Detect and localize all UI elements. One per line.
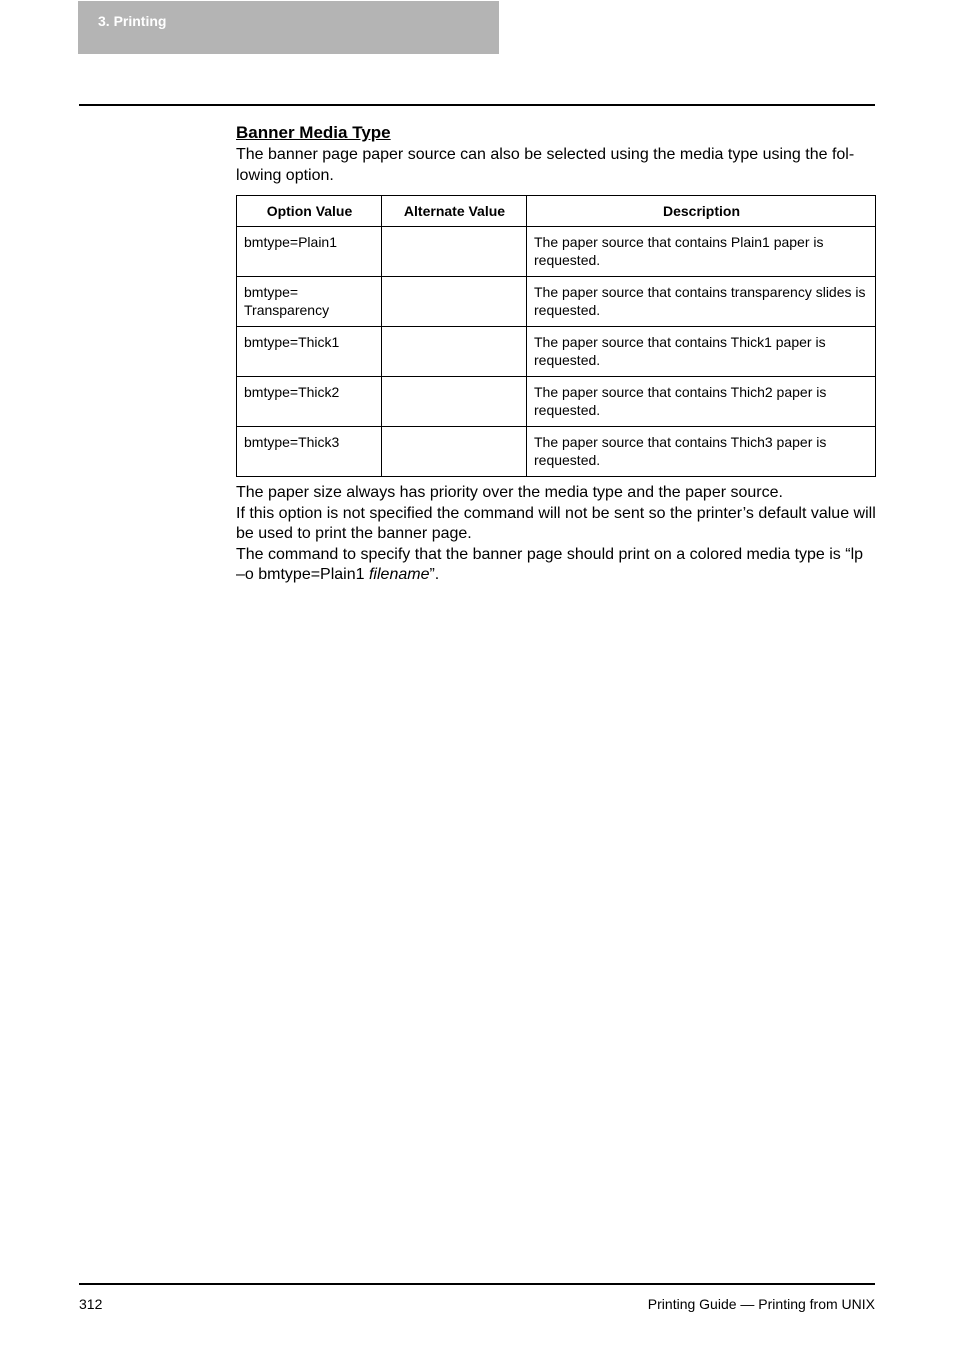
filename-placeholder: filename (368, 566, 430, 583)
description-cell: The paper source that contains Plain1 paper is requested. (527, 227, 876, 277)
option-cell: bmtype=Thick2 (237, 377, 382, 427)
section-title: Banner Media Type (236, 123, 391, 142)
priority-paragraph: The paper size always has priority over the media type and the paper source. (236, 484, 783, 501)
chapter-tab (78, 1, 499, 54)
command-text: The command to specify that the banner page should print on a colored media type is “lp –o bmtype=Plain1 (236, 545, 864, 583)
header-description: Description (527, 196, 876, 227)
main-content (236, 121, 876, 586)
command-end: ”. (429, 566, 440, 583)
option-cell: bmtype=Thick1 (237, 327, 382, 377)
intro-paragraph: The banner page paper source can also be selected using the media type using the fol-lowing option. (236, 146, 855, 184)
footer-title: Printing Guide — Printing from UNIX (647, 1296, 875, 1312)
option-cell: bmtype= Transparency (237, 277, 382, 327)
description-cell: The paper source that contains Thich2 paper is requested. (527, 377, 876, 427)
header-option-value: Option Value (237, 196, 382, 227)
alternate-cell (382, 377, 527, 427)
alternate-cell (382, 277, 527, 327)
options-table (236, 195, 876, 477)
table-row (237, 427, 876, 477)
table-row (237, 277, 876, 327)
alternate-cell (382, 227, 527, 277)
alternate-cell (382, 327, 527, 377)
header-alternate-value: Alternate Value (382, 196, 527, 227)
footer-rule (79, 1283, 875, 1285)
description-cell: The paper source that contains Thich3 paper is requested. (527, 427, 876, 477)
header-rule (79, 104, 875, 106)
option-cell: bmtype=Plain1 (237, 227, 382, 277)
command-paragraph (236, 545, 876, 586)
default-paragraph: If this option is not specified the command will not be sent so the printer’s default value will be used to print the banner page. (236, 504, 876, 542)
table-row (237, 377, 876, 427)
table-row (237, 227, 876, 277)
table-row (237, 327, 876, 377)
table-header-row (237, 196, 876, 227)
option-cell: bmtype=Thick3 (237, 427, 382, 477)
alternate-cell (382, 427, 527, 477)
page-number: 312 (79, 1296, 103, 1312)
chapter-label: 3. Printing (98, 13, 167, 29)
description-cell: The paper source that contains transparency slides is requested. (527, 277, 876, 327)
description-cell: The paper source that contains Thick1 paper is requested. (527, 327, 876, 377)
